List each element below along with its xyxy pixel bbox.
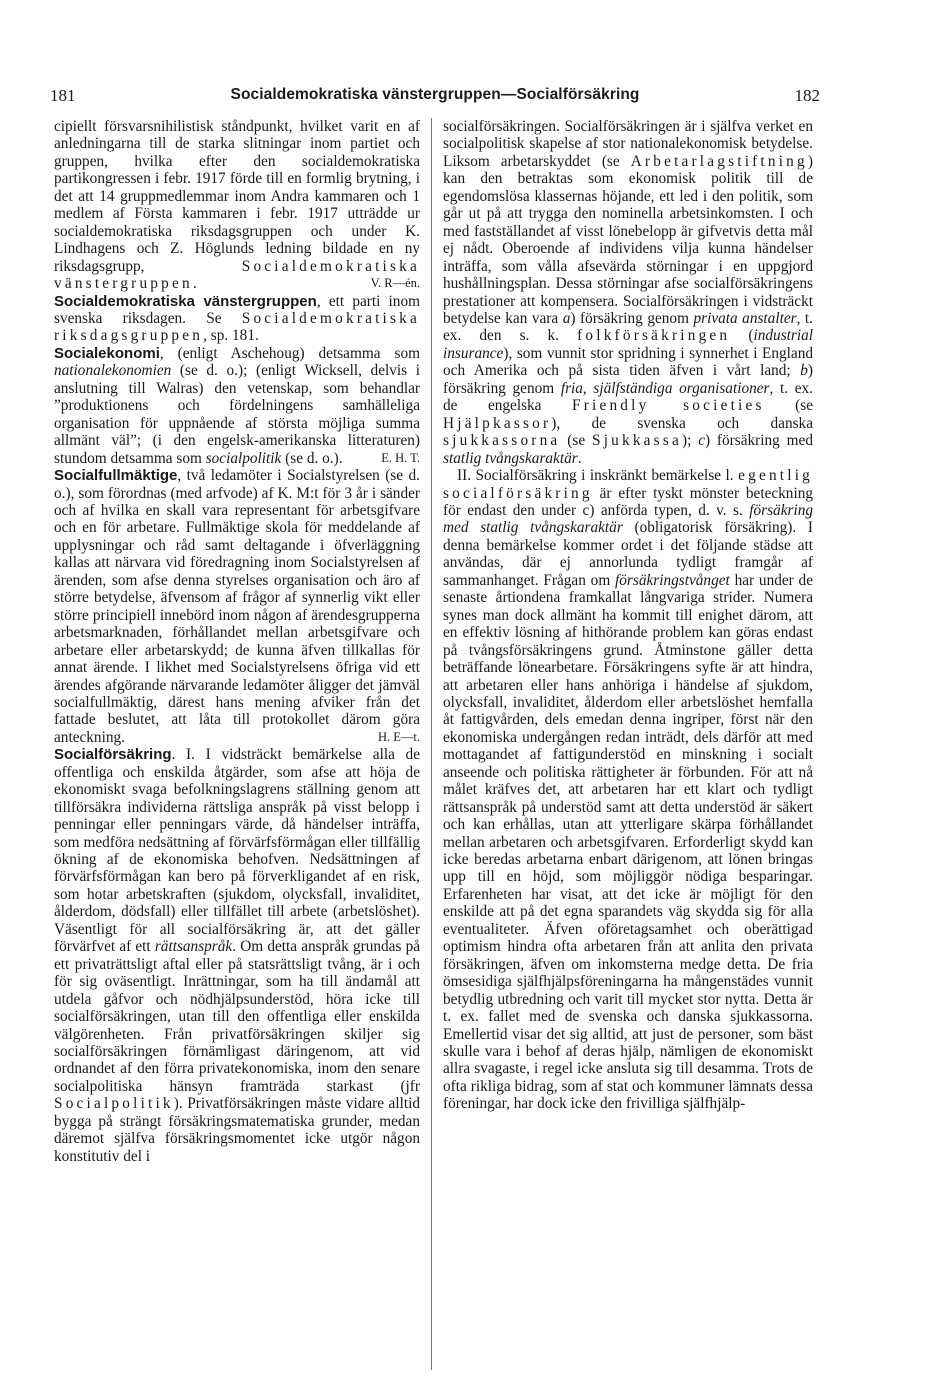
entry-continuation: cipiellt försvarsnihilistisk ståndpunkt, hvilket varit en af anledningarna till de starka slitningar inom partiet och gruppen, hvilka efter den socialdemokratiska partikongressen i febr. 1917 förde till en formlig brytning, i det att 14 gruppmedlemmar inom Andra kammaren och 1 medlem af Första kammaren i febr. 1917 utträdde ur socialdemokratiska riksdagsgruppen och under K. Lindhagens och Z. Höglunds ledning bildade en ny riksdagsgrupp, Socialdemokratiska vänstergruppen. V. R—én. <box>54 118 420 293</box>
page-header <box>50 86 820 110</box>
column-divider <box>431 118 432 1370</box>
right-column <box>443 118 813 1113</box>
page-number-left: 181 <box>50 86 76 105</box>
cross-reference: Socialpolitik <box>54 1095 174 1113</box>
cross-reference: Socialdemokratiska riksdagsgruppen <box>54 309 420 345</box>
headword: Socialdemokratiska vänstergruppen <box>54 292 317 310</box>
headword: Socialfullmäktige <box>54 467 178 485</box>
entry-socialforsakring: Socialförsäkring. I. I vidsträckt bemärkelse alla de offentliga och enskilda åtgärder, som afse att höja de ekonomiskt svaga befolkningslagrens ställning genom att tillförsäkra individerna rättsliga anspråk på visst belopp i penningar eller penningars värde, då händelser inträffa, som medföra nedsättning af förvärfsförmågan eller tillfällig ökning af de ekonomiska behofven. Nedsättningen af förvärfsförmågan kan bero på förverkligandet af en risk, som hotar arbetskraften (sjukdom, olycksfall, invaliditet, ålderdom, dödsfall) eller tillfället till arbete (arbetslöshet). Väsentligt för all socialförsäkring är, att det gäller förvärfvet af ett rättsanspråk. Om detta anspråk grundas på ett privaträttsligt aftal eller på statsrättsligt tvång, är i och för sig oväsentligt. Inrättningar, som ha till ändamål att utdela gåfvor och nödhjälpsunderstöd, höra icke till socialförsäkringen, utan till den offentliga eller enskilda välgörenheten. Från privatförsäkringen skiljer sig socialförsäkringen förnämligast däringenom, att vid ordnandet af den förra privatekonomiska, inom den senare socialpolitiska hänsyn framträda starkast (jfr Socialpolitik). Privatförsäkringen måste vidare alltid bygga på strängt försäkringsmatematiska grunder, medan däremot själfva försäkringsmomentet icke utgör någon konstitutiv del i <box>54 746 421 1165</box>
section-ii-paragraph: II. Socialförsäkring i inskränkt bemärkelse l. egentlig socialförsäkring är efter tyskt mönster beteckning för endast den under c) anförda typen, d. v. s. försäkring med statlig tvångskaraktär (obligatorisk försäkring). I denna bemärkelse kommer ordet i det följande städse att användas, där ej annorlunda tydligt framgår af sammanhanget. Frågan om försäkringstvånget har under de senaste årtiondena framkallat långvariga strider. Numera synes man dock allmänt ha kommit till enighet därom, att en effektiv lösning af hithörande problem kan göras endast på tvångsförsäkringens grund. Åtminstone gäller detta beträffande lönearbetare. Försäkringens syfte är att hindra, att arbetaren eller hans anhöriga i händelse af sjukdom, olycksfall, invaliditet, ålderdom eller arbetslöshet hemfalla åt fattigvården, dels emedan denna ingriper, först när den ekonomiska undergången redan inträdt, dels därför att med mottagandet af fattigunderstöd en minskning i socialt anseende och politiska rättigheter är förbunden. För att nå målet kräfves det, att arbetaren har ett klart och tydligt rättsanspråk på understöd samt att detta understöd är säkert och kan erhållas, utan att ytterligare skärpa förhållandet mellan arbetaren och arbetsgifvaren. Erforderligt skydd kan icke beredas arbetarna enbart därigenom, att lönen bringas upp till en höjd, som möjliggör nödiga besparingar. Erfarenheten har visat, att det icke är möjligt för den enskilde att på det egna sparandets väg skydda sig för alla eventualiteter. Äfven oföretagsamhet och oberättigad optimism hindra ofta arbetaren från att anlita den privata försäkringen, äfven om inkomsterna medge detta. De fria ömsesidiga själfhjälpsföreningarna ha mångenstädes vunnit betydlig utbredning och varit till mycket stor nytta. Detta är t. ex. fallet med de svenska och danska sjukkassorna. Emellertid visar det sig alltid, att just de personer, som bäst skulle vara i behof af deras hjälp, nämligen de ekonomiskt allra svagaste, i regel icke ansluta sig till desamma. Trots de ofta rikliga bidrag, som af stat och kommuner lämnats dessa föreningar, har dock icke den frivilliga själfhjälp- <box>443 467 813 1113</box>
left-column <box>54 118 420 1165</box>
author-signature: V. R—én. <box>370 276 420 291</box>
author-signature: H. E—t. <box>377 729 420 744</box>
headword: Socialförsäkring <box>54 746 172 764</box>
entry-continuation: socialförsäkringen. Socialförsäkringen är i själfva verket en socialpolitisk skapelse af stor nationalekonomisk betydelse. Liksom arbetarskyddet (se Arbetarlagstiftning) kan den betraktas som ekonomisk politik till de egendomslösa klassernas höjande, ett led i den politik, som går ut på att trygga den nominella arbetsinkomsten. I och med fastställandet af visst lönebelopp är gifvetvis detta mål ej nådt. Oberoende af individens vilja kunna händelser inträffa, som vålla afsevärda störningar i en uppgjord hushållningsplan. Dessa störningar afse socialförsäkringens prestationer att kompensera. Socialförsäkringen i vidsträckt betydelse kan vara a) försäkring genom privata anstalter, t. ex. den s. k. folkförsäkringen (industrial insurance), som vunnit stor spridning i synnerhet i England och Amerika och på sista tiden äfven i vårt land; b) försäkring genom fria, själfständiga organisationer, t. ex. de engelska Friendly societies (se Hjälpkassor), de svenska och danska sjukkassorna (se Sjukkassa); c) försäkring med statlig tvångskaraktär. <box>443 118 813 467</box>
page-number-right: 182 <box>794 86 820 105</box>
entry-socialfullmaktige: Socialfullmäktige, två ledamöter i Socialstyrelsen (se d. o.), som förordnas (med arfvode) af K. M:t för 3 år i sänder och af hvilka en skall vara representant för arbetsgifvare och en för arbetare. Fullmäktige skola för meddelande af upplysningar och råd samt deltagande i öfverläggning kallas att närvara vid föredragning inom Socialstyrelsen af ärenden, som afse denna styrelses organisation och äro af större betydelse, äfvensom af frågor af synnerlig vikt eller större principiell innebörd inom någon af ärendesgrupperna arbetsmarknaden, förhållandet mellan arbetsgifvare och arbetare eller arbetarskydd; de kunna äfven tillkallas för annat ärende. I likhet med Socialstyrelsens öfriga vid ett ärendes afgörande närvarande ledamöter åligger det jämväl socialfullmäktig, därest hans mening afviker från det fattade beslutet, att låta till protokollet därom göra anteckning. H. E—t. <box>54 467 420 746</box>
entry-socialdemokratiska-vanstergruppen: Socialdemokratiska vänstergruppen, ett parti inom svenska riksdagen. Se Socialdemokratiska riksdagsgruppen, sp. 181. <box>54 292 420 345</box>
running-title: Socialdemokratiska vänstergruppen—Socialförsäkring <box>230 86 640 103</box>
headword: Socialekonomi <box>54 344 160 362</box>
entry-socialekonomi: Socialekonomi, (enligt Aschehoug) detsamma som nationalekonomien (se d. o.); (enligt Wicksell, delvis i anslutning till Walras) den vetenskap, som behandlar ”produktionens och fördelningens samhälleliga organisation för uppnående af största möjliga summa allmänt väl”; (i den engelsk-amerikanska litteraturen) stundom detsamma som socialpolitik (se d. o.). E. H. T. <box>54 344 420 467</box>
author-signature: E. H. T. <box>381 450 420 465</box>
